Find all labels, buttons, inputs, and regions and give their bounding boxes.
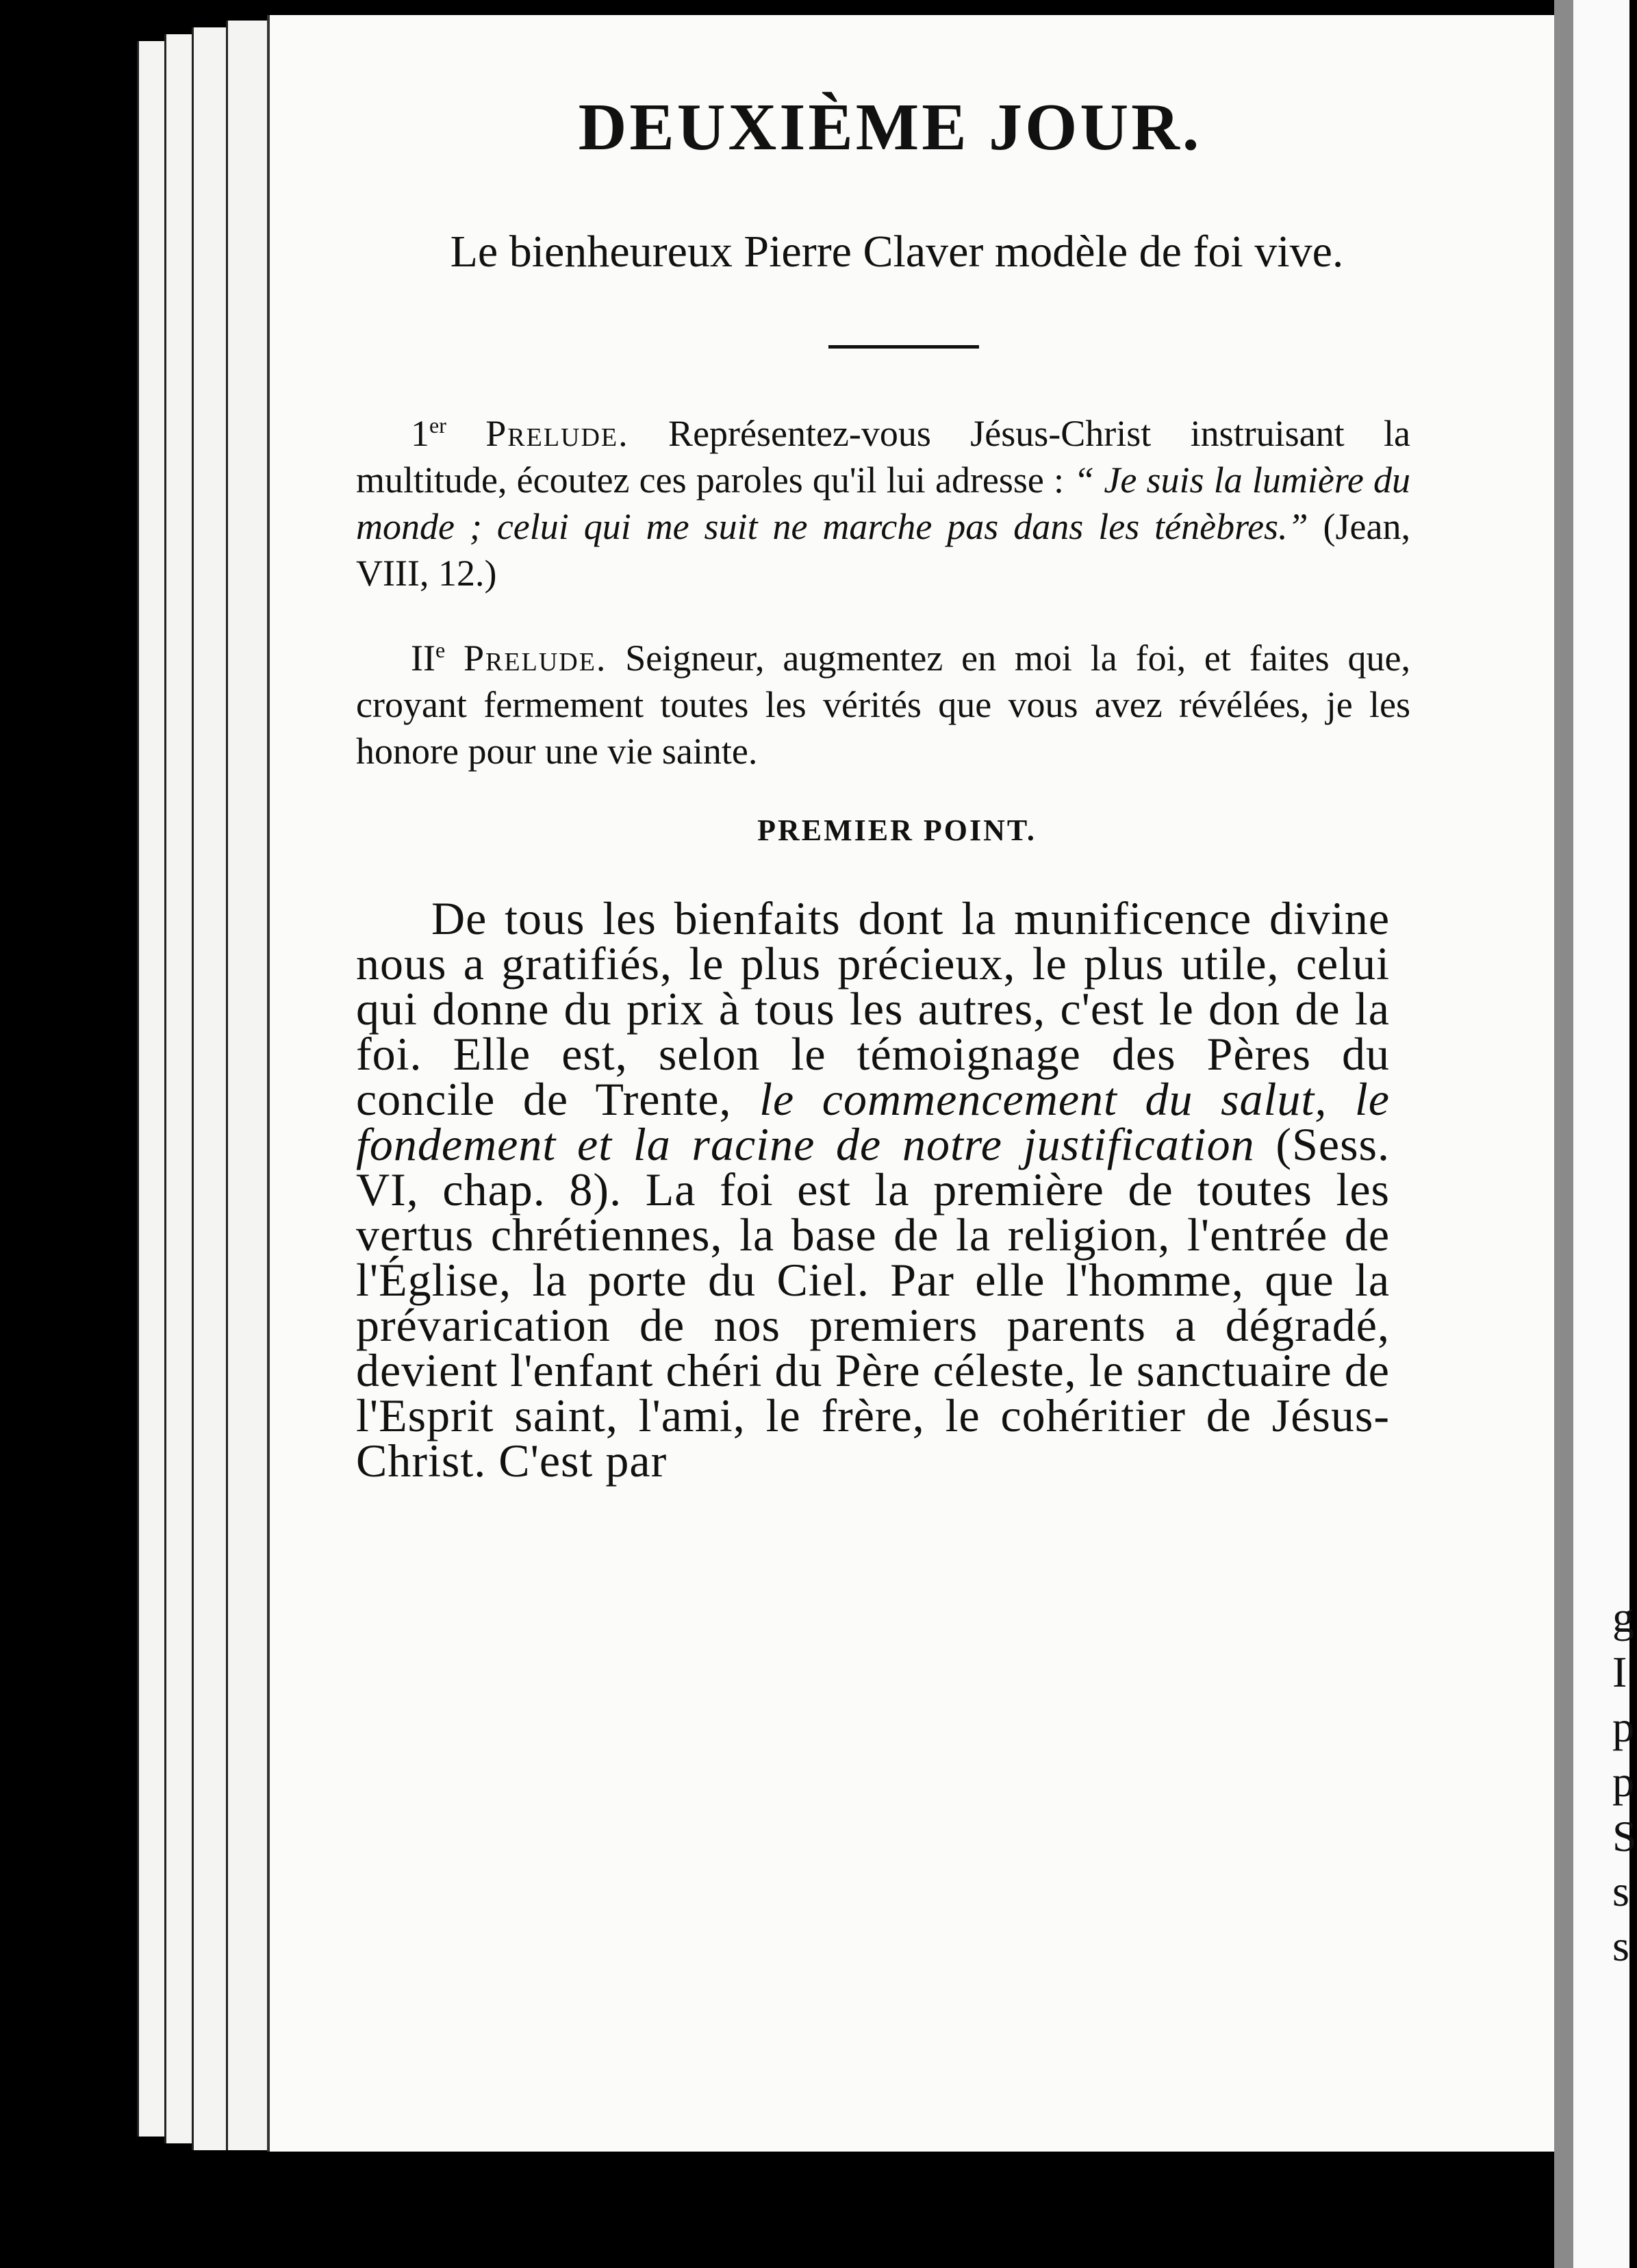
prelude-quote: “ Je suis la lumière du monde ; celui qui me suit ne marche pas dans les ténèbres.”: [356, 459, 1410, 547]
body-italic-quote: le commencement du salut, le fondement et la racine de notre justification: [356, 1073, 1390, 1170]
facing-page-letter: s: [1612, 1867, 1629, 1915]
page-subtitle: Le bienheureux Pierre Claver modèle de foi vive.: [450, 227, 1344, 277]
prelude-citation: (Jean, VIII, 12.): [356, 506, 1410, 594]
facing-page-letter: I: [1612, 1648, 1627, 1696]
prelude-number: 1: [411, 413, 429, 454]
prelude-label: Prelude.: [485, 413, 629, 454]
prelude-first: [356, 410, 1410, 596]
body-paragraph: [356, 892, 1390, 1487]
page-content: [356, 89, 1410, 1530]
body-text-part: De tous les bienfaits dont la munificence divine nous a gratifiés, le plus précieux, le plus utile, celui qui donne du prix à tous les autres, c'est le don de la foi. Elle est, selon le témoignage des Pères du concile de Trente,: [356, 892, 1390, 1125]
prelude-text: Seigneur, augmentez en moi la foi, et faites que, croyant fermement toutes les vérités que vous avez révélées, je les honore pour une vie sainte.: [356, 638, 1410, 772]
prelude-number-sup: e: [435, 638, 446, 662]
prelude-number-sup: er: [429, 413, 446, 438]
facing-page-letter: g: [1612, 1593, 1634, 1641]
section-heading: PREMIER POINT.: [757, 814, 1037, 847]
prelude-text: Représentez-vous Jésus-Christ instruisant la multitude, écoutez ces paroles qu'il lui adresse :: [356, 413, 1411, 501]
divider-rule: [828, 345, 979, 349]
facing-page-letter: s: [1612, 1922, 1629, 1970]
book-spine: [1554, 0, 1573, 2268]
facing-page-letter: p: [1612, 1757, 1634, 1806]
facing-page-letter: S: [1612, 1812, 1637, 1861]
page-title: DEUXIÈME JOUR.: [578, 90, 1202, 164]
prelude-second: [356, 635, 1410, 774]
prelude-label: Prelude.: [464, 638, 607, 679]
facing-page-letter: p: [1612, 1702, 1634, 1751]
prelude-number: II: [411, 638, 435, 679]
body-text-part: (Sess. VI, chap. 8). La foi est la première de toutes les vertus chrétiennes, la base de la religion, l'entrée de l'Église, la porte du Ciel. Par elle l'homme, que la prévarication de nos premiers parents a dégradé, devient l'enfant chéri du Père céleste, le sanctuaire de l'Esprit saint, l'ami, le frère, le cohéritier de Jésus-Christ. C'est par: [356, 1118, 1390, 1487]
